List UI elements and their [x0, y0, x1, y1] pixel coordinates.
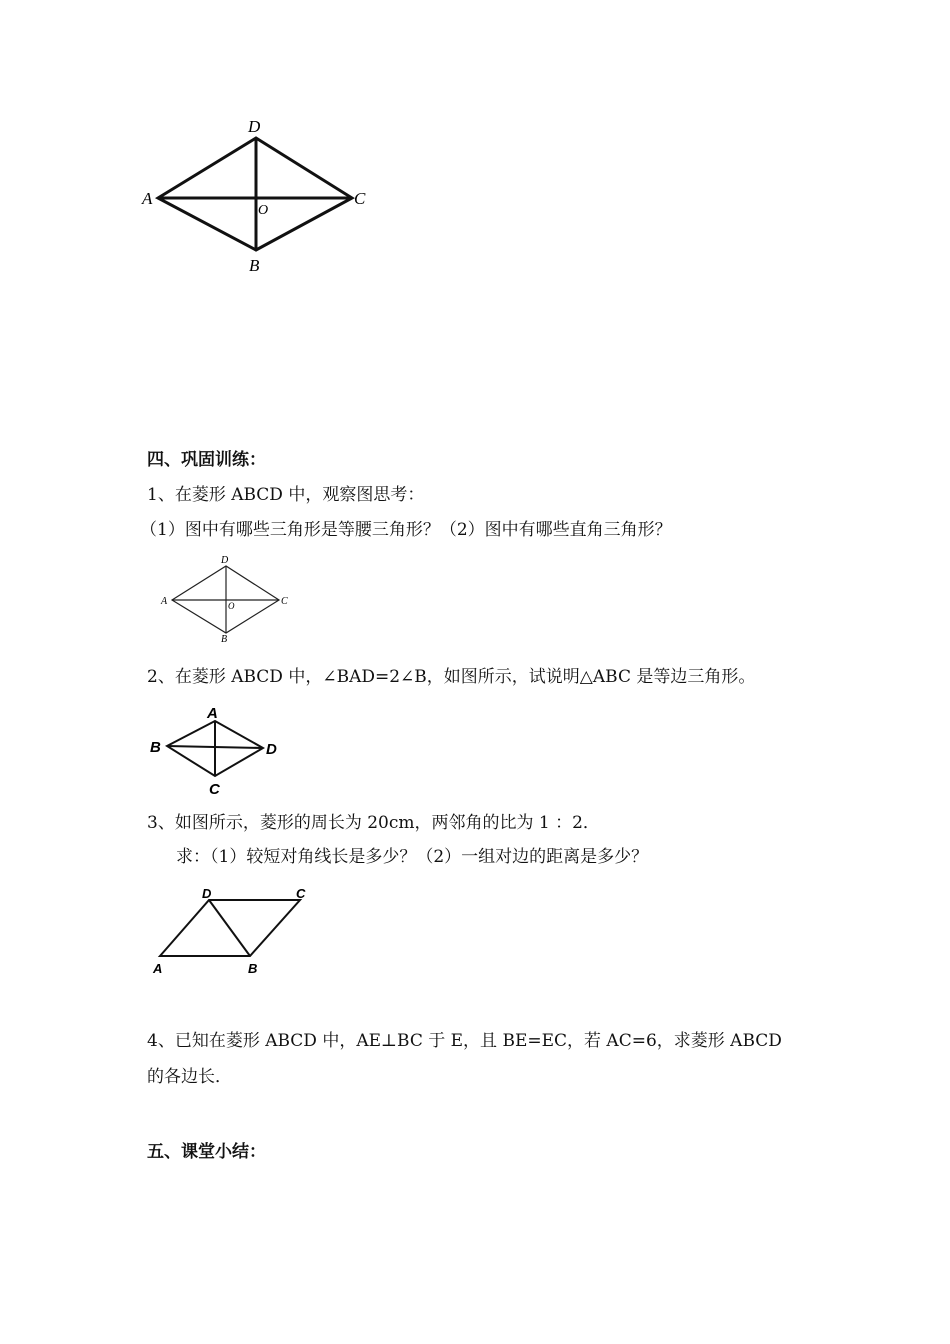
rhombus-figure-small — [155, 553, 305, 645]
section4-heading: 四、巩固训练： — [147, 450, 266, 470]
q3-figure-label-d: D — [202, 886, 212, 901]
q2-figure-label-c: C — [209, 781, 220, 798]
q1-figure-label-o: O — [228, 601, 235, 611]
q2-figure-label-d: D — [266, 741, 277, 758]
rhombus-figure-q2 — [145, 700, 295, 798]
q1-figure-label-c: C — [281, 596, 288, 607]
q4-text-line1: 4、已知在菱形 ABCD 中，AE⊥BC 于 E，且 BE=EC，若 AC=6，求菱形 ABCD — [147, 1031, 782, 1051]
q2-figure-label-b: B — [150, 739, 161, 756]
q1-figure-label-d: D — [221, 555, 229, 566]
q1-figure-label-a: A — [161, 596, 168, 607]
q1-text: 1、在菱形 ABCD 中，观察图思考： — [147, 485, 425, 505]
figure1-label-a: A — [142, 189, 153, 208]
figure1-label-d: D — [248, 117, 261, 136]
q4-text-line2: 的各边长． — [147, 1067, 232, 1087]
rhombus-figure-large — [130, 110, 390, 280]
q3-figure-label-b: B — [248, 961, 258, 976]
q1-subquestions: （1）图中有哪些三角形是等腰三角形？（2）图中有哪些直角三角形？ — [140, 520, 672, 540]
figure1-label-c: C — [354, 189, 366, 208]
q2-figure-label-a: A — [207, 705, 218, 722]
rhombus-figure-q3 — [148, 883, 323, 983]
figure1-label-b: B — [249, 256, 260, 275]
q3-figure-label-a: A — [153, 961, 163, 976]
figure1-label-o: O — [258, 203, 269, 218]
q3-subquestions: 求：（1）较短对角线长是多少？（2）一组对边的距离是多少？ — [176, 847, 649, 867]
q2-text: 2、在菱形 ABCD 中，∠BAD=2∠B，如图所示，试说明△ABC 是等边三角形。 — [147, 667, 756, 687]
q1-figure-label-b: B — [221, 634, 228, 645]
section5-heading: 五、课堂小结： — [147, 1142, 266, 1162]
q3-figure-label-c: C — [296, 886, 306, 901]
q3-text: 3、如图所示，菱形的周长为 20cm，两邻角的比为 1 ：2． — [147, 813, 600, 833]
